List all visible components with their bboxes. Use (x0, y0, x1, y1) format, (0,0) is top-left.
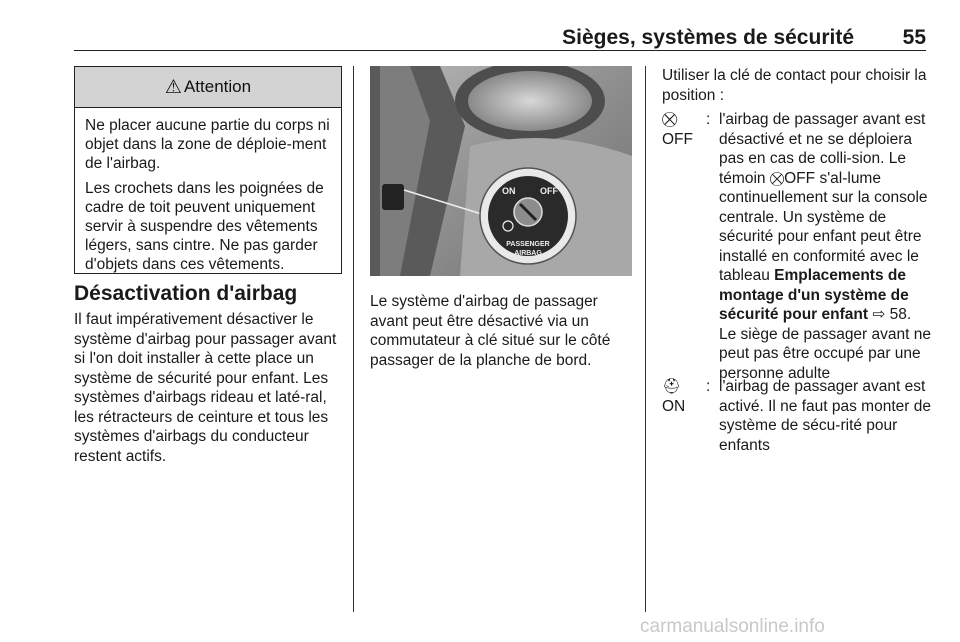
switch-on-label: ON (502, 186, 516, 196)
desc-crossref[interactable]: Emplacements de montage d'un système de sécurité pour enfant (719, 267, 909, 323)
column-divider (353, 66, 354, 612)
switch-label-airbag: AIRBAG (514, 250, 542, 257)
switch-off-label: OFF (540, 186, 558, 196)
desc-text: s'al-lume continuellement sur la console centrale. Un système de sécurité pour enfant peut être installé en conformité avec le tableau (719, 169, 928, 284)
warning-box (74, 66, 342, 274)
page-title: Sièges, systèmes de sécurité (562, 26, 854, 49)
page-number: 55 (902, 26, 926, 49)
page-ref-arrow-icon: ⇨ (872, 306, 886, 323)
airbag-switch-photo (370, 66, 632, 276)
section-title: Désactivation d'airbag (74, 282, 298, 305)
airbag-off-icon: ⛒ (662, 111, 678, 128)
definition-colon: : (706, 111, 711, 128)
warning-body (75, 108, 341, 274)
switch-label-passenger: PASSENGER (506, 241, 550, 248)
intro-text: Utiliser la clé de contact pour choisir la position : (662, 67, 927, 104)
definition-key-label: OFF (662, 130, 693, 148)
definition-desc: l'airbag de passager avant est activé. Il ne faut pas monter de système de sécu-rité pour enfants (719, 378, 931, 454)
warning-icon: ⚠ (164, 76, 182, 98)
definition-key (662, 377, 706, 416)
page-ref[interactable]: 58 (889, 306, 907, 323)
definition-desc (719, 110, 932, 383)
warning-header (75, 67, 341, 108)
definition-colon: : (706, 378, 711, 395)
dashboard-illustration (370, 66, 632, 276)
page-header (74, 24, 926, 51)
airbag-off-indicator-icon: ⛒ (769, 169, 785, 186)
section-body: Il faut impérativement désactiver le système d'airbag pour passager avant si l'on doit installer à cette place un système de sécurité pour enfant. Les systèmes d'airbags rideau et laté-ral, les rétracteurs de ceinture et tous les systèmes d'airbags du conducteur restent actifs. (74, 311, 337, 465)
definition-key-label: ON (662, 397, 686, 415)
airbag-on-icon: ⛑ (662, 378, 682, 395)
desc-text: . Le siège de passager avant ne peut pas être occupé par une personne adulte (719, 306, 931, 382)
warning-paragraph: Ne placer aucune partie du corps ni objet dans la zone de déploie-ment de l'airbag. (85, 117, 330, 172)
warning-label: Attention (183, 77, 252, 96)
desc-text: l'airbag de passager avant est désactivé et ne se déploiera pas en cas de colli-sion. Le témoin (719, 111, 926, 187)
watermark: carmanualsonline.info (640, 616, 825, 637)
definition-key (662, 110, 706, 149)
figure-caption: Le système d'airbag de passager avant peut être désactivé via un commutateur à clé situé sur le côté passager de la planche de bord. (370, 293, 611, 369)
desc-off-word: OFF (784, 169, 816, 187)
column-divider (645, 66, 646, 612)
warning-paragraph: Les crochets dans les poignées de cadre de toit peuvent uniquement servir à suspendre des vêtements légers, sans cintre. Ne pas garder d'objets dans ces vêtements. (85, 180, 324, 273)
